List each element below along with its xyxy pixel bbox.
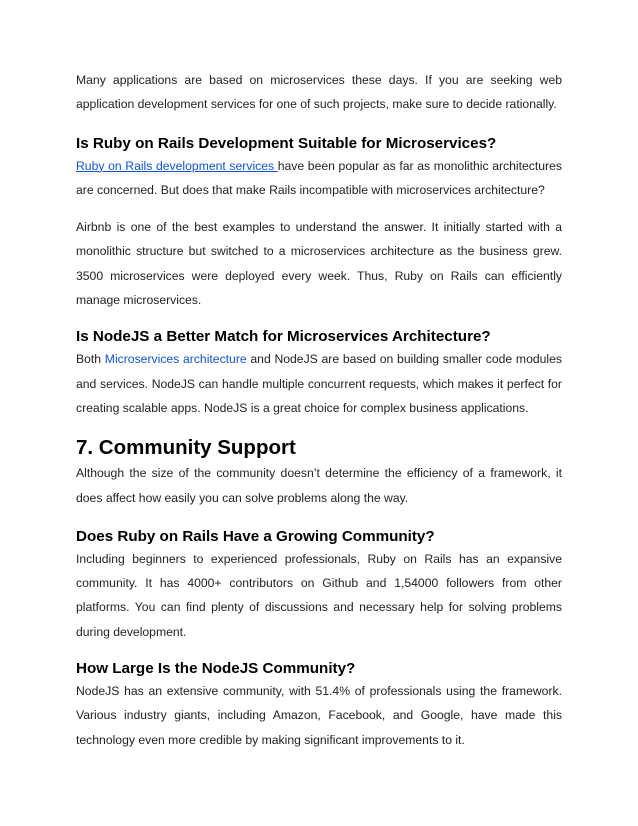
node-community-paragraph: NodeJS has an extensive community, with 51.4% of professionals using the framework. Various industry giants, including Amazon, Facebook, and Google, have made this technology even more credible by making significant improvements to it. xyxy=(76,684,562,747)
community-support-paragraph: Although the size of the community doesn’t determine the efficiency of a framework, it does affect how easily you can solve problems along the way. xyxy=(76,466,562,505)
heading-ror-microservices: Is Ruby on Rails Development Suitable for Microservices? xyxy=(76,134,497,152)
microservices-architecture-link[interactable]: Microservices architecture xyxy=(104,352,247,367)
heading-node-community: How Large Is the NodeJS Community? xyxy=(76,660,356,678)
ror-microservices-paragraph-1-text: have been popular as far as monolithic architectures are concerned. But does that make Rails incompatible with microservices architecture? xyxy=(76,158,562,197)
node-microservices-paragraph xyxy=(76,347,562,420)
heading-node-microservices: Is NodeJS a Better Match for Microservices Architecture? xyxy=(76,328,491,346)
ror-development-services-link[interactable]: Ruby on Rails development services xyxy=(76,158,278,173)
document-page xyxy=(76,68,562,752)
heading-ror-community: Does Ruby on Rails Have a Growing Community? xyxy=(76,527,435,545)
heading-community-support: 7. Community Support xyxy=(76,436,296,460)
node-microservices-text-rest: and NodeJS are based on building smaller code modules and services. NodeJS can handle multiple concurrent requests, which makes it perfect for creating scalable apps. NodeJS is a great choice for complex business applications. xyxy=(76,352,562,415)
ror-community-paragraph: Including beginners to experienced professionals, Ruby on Rails has an expansive community. It has 4000+ contributors on Github and 1,54000 followers from other platforms. You can find plenty of discussions and necessary help for solving problems during development. xyxy=(76,551,562,639)
ror-microservices-paragraph-2: Airbnb is one of the best examples to understand the answer. It initially started with a monolithic structure but switched to a microservices architecture as the business grew. 3500 microservices were deployed every week. Thus, Ruby on Rails can efficiently manage microservices. xyxy=(76,220,562,308)
intro-paragraph: Many applications are based on microservices these days. If you are seeking web application development services for one of such projects, make sure to decide rationally. xyxy=(76,73,562,112)
node-microservices-text-start: Both xyxy=(76,352,105,367)
ror-microservices-paragraph-1 xyxy=(76,154,562,203)
